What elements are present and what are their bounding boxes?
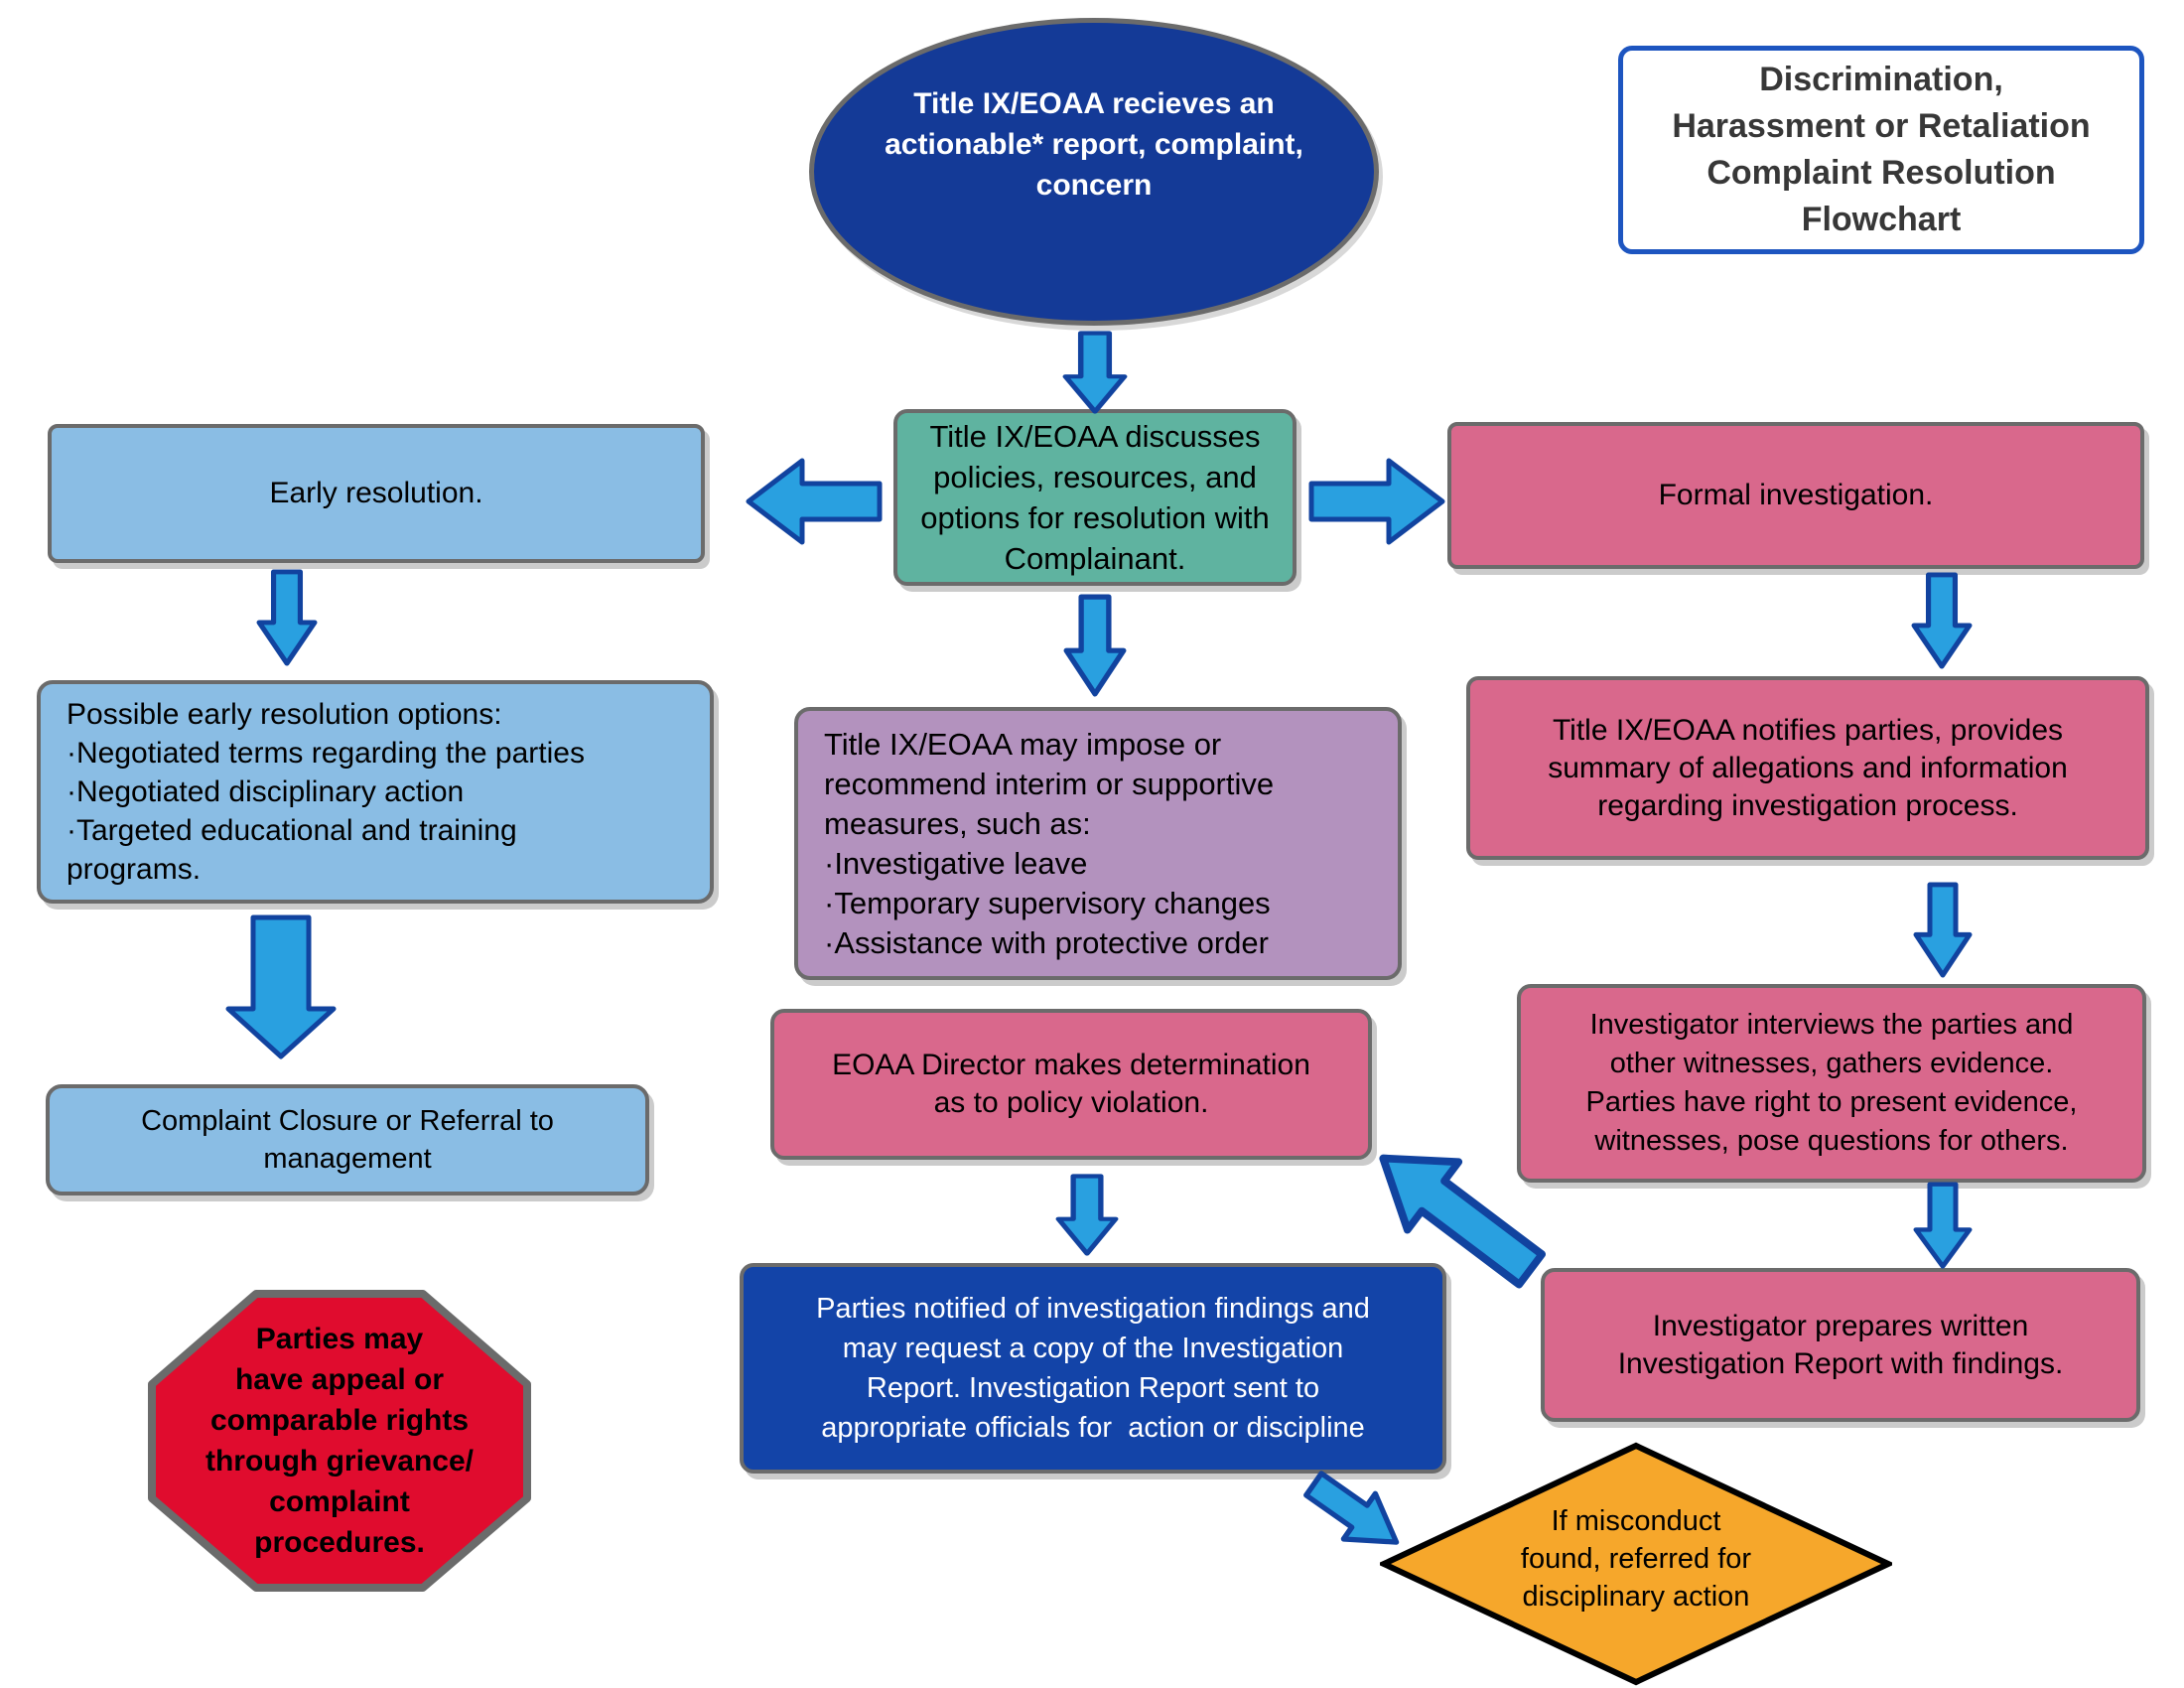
node-text: Report. Investigation Report sent to: [866, 1372, 1320, 1404]
node-text: Investigator prepares written: [1652, 1309, 2029, 1342]
node-text: other witnesses, gathers evidence.: [1609, 1048, 2054, 1079]
title-text: Discrimination,: [1759, 61, 2003, 98]
node-text: policies, resources, and: [933, 460, 1257, 494]
title-text: Complaint Resolution: [1706, 154, 2056, 192]
node-text: options for resolution with: [920, 500, 1270, 535]
arrow-interviews-to-report-icon: [1913, 1182, 1973, 1269]
node-text: Title IX/EOAA notifies parties, provides: [1552, 713, 2064, 747]
node-text: Complainant.: [1004, 541, 1186, 576]
node-text: ·Investigative leave: [824, 845, 1088, 881]
node-text: concern: [1035, 169, 1153, 202]
node-interim-measures: [794, 707, 1402, 980]
node-text: EOAA Director makes determination: [832, 1049, 1310, 1081]
node-text: programs.: [67, 853, 202, 886]
node-text: Investigator interviews the parties and: [1589, 1009, 2074, 1041]
node-director-determination: [770, 1009, 1372, 1160]
node-misconduct-referral: [1380, 1442, 1892, 1686]
node-text: Early resolution.: [269, 477, 483, 509]
arrow-discusses-to-early-icon: [745, 457, 884, 546]
node-investigator-interviews: [1517, 984, 2146, 1183]
arrow-options-to-closure-icon: [224, 914, 338, 1060]
node-text: actionable* report, complaint,: [885, 128, 1303, 161]
node-text: ·Temporary supervisory changes: [824, 885, 1271, 920]
node-text: management: [263, 1143, 432, 1175]
node-text: If misconduct: [1551, 1505, 1721, 1537]
node-complaint-closure: [46, 1084, 649, 1196]
arrow-discusses-to-interim-icon: [1063, 594, 1127, 697]
node-text: procedures.: [254, 1526, 425, 1559]
node-text: Title IX/EOAA may impose or: [824, 726, 1222, 762]
node-text: may request a copy of the Investigation: [842, 1333, 1344, 1364]
node-investigator-report: [1541, 1268, 2140, 1422]
node-text-block: [1380, 1442, 1892, 1686]
node-text: regarding investigation process.: [1597, 788, 2018, 822]
node-text-block: [147, 1289, 532, 1593]
node-notifies-parties: [1466, 676, 2149, 860]
node-text: witnesses, pose questions for others.: [1594, 1125, 2069, 1157]
node-text: Parties have right to present evidence,: [1585, 1086, 2078, 1118]
node-text: Complaint Closure or Referral to: [141, 1105, 554, 1137]
node-text: Title IX/EOAA recieves an: [913, 87, 1275, 120]
node-report-received: [809, 18, 1379, 326]
node-text: ·Negotiated terms regarding the parties: [67, 737, 585, 770]
node-text: found, referred for: [1520, 1543, 1752, 1575]
node-appeal-rights: [147, 1289, 532, 1593]
node-discusses-options: [893, 409, 1297, 586]
flowchart-title: [1618, 46, 2144, 254]
arrow-report-to-discusses-icon: [1062, 331, 1128, 414]
node-text: Possible early resolution options:: [67, 698, 502, 731]
node-early-options: [37, 680, 714, 904]
node-text: ·Targeted educational and training: [67, 814, 517, 847]
node-text: Title IX/EOAA discusses: [929, 419, 1261, 454]
node-text: ·Assistance with protective order: [824, 924, 1269, 960]
title-text: Flowchart: [1801, 201, 1962, 238]
arrow-determination-to-notified-icon: [1055, 1174, 1119, 1256]
node-text: summary of allegations and information: [1548, 751, 2068, 784]
node-text: measures, such as:: [824, 805, 1091, 841]
node-parties-notified: [740, 1263, 1446, 1474]
node-text: comparable rights: [209, 1404, 470, 1437]
arrow-early-to-options-icon: [256, 569, 318, 666]
node-text: Investigation Report with findings.: [1617, 1346, 2064, 1380]
arrow-notifies-to-interviews-icon: [1913, 882, 1973, 978]
node-text: Parties may: [255, 1323, 424, 1355]
arrow-formal-to-notifies-icon: [1911, 572, 1973, 669]
node-early-resolution: [48, 424, 705, 563]
node-text: disciplinary action: [1522, 1581, 1750, 1613]
node-text: as to policy violation.: [933, 1086, 1209, 1119]
node-text: complaint: [269, 1485, 410, 1518]
arrow-discusses-to-formal-icon: [1307, 457, 1446, 546]
node-text: through grievance/: [205, 1445, 475, 1477]
node-text: recommend interim or supportive: [824, 766, 1275, 801]
node-text: ·Negotiated disciplinary action: [67, 775, 465, 808]
node-text: have appeal or: [234, 1363, 445, 1396]
node-text: Formal investigation.: [1658, 479, 1934, 511]
node-text: Parties notified of investigation findings and: [816, 1293, 1370, 1325]
node-formal-investigation: [1447, 422, 2144, 569]
title-text: Harassment or Retaliation: [1672, 107, 2091, 145]
node-text: appropriate officials for action or discipline: [821, 1412, 1365, 1444]
